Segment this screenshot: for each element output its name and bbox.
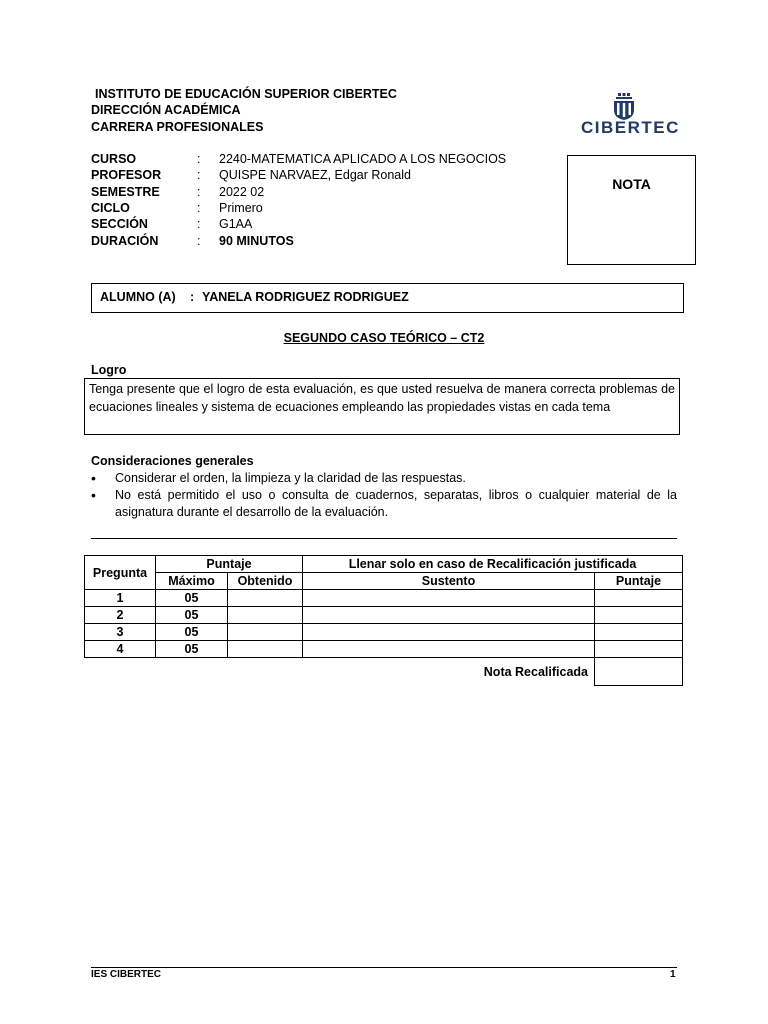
grading-table — [84, 555, 683, 686]
cell-obtenido[interactable] — [228, 624, 303, 641]
student-box — [91, 283, 684, 313]
logro-box — [84, 378, 680, 435]
institute-name: INSTITUTO DE EDUCACIÓN SUPERIOR CIBERTEC — [95, 87, 397, 101]
cell-pregunta: 4 — [85, 641, 156, 658]
info-sep: : — [197, 217, 201, 231]
cell-puntaje[interactable] — [595, 641, 683, 658]
info-sep: : — [197, 152, 201, 166]
nota-recalificada-cell[interactable] — [595, 658, 683, 686]
col-recalif-header: Llenar solo en caso de Recalificación justificada — [303, 556, 683, 573]
academic-direction: DIRECCIÓN ACADÉMICA — [91, 103, 241, 117]
cell-sustento[interactable] — [303, 590, 595, 607]
col-puntaje-header: Puntaje — [156, 556, 303, 573]
info-value: G1AA — [219, 217, 253, 231]
nota-label: NOTA — [612, 176, 651, 192]
cell-maximo: 05 — [156, 641, 228, 658]
exam-title: SEGUNDO CASO TEÓRICO – CT2 — [283, 331, 485, 345]
nota-recalificada-label: Nota Recalificada — [483, 664, 588, 679]
col-maximo-header: Máximo — [156, 573, 228, 590]
footer-institution: IES CIBERTEC — [91, 969, 162, 980]
career-line: CARRERA PROFESIONALES — [91, 120, 264, 134]
footer-divider — [91, 967, 677, 968]
page-number: 1 — [670, 969, 676, 980]
info-sep: : — [197, 168, 201, 182]
student-sep: : — [190, 290, 195, 304]
cell-maximo: 05 — [156, 624, 228, 641]
info-value: 2240-MATEMATICA APLICADO A LOS NEGOCIOS — [219, 152, 507, 166]
table-row — [85, 624, 683, 641]
col-obtenido-header: Obtenido — [228, 573, 303, 590]
info-key: DURACIÓN — [91, 234, 159, 248]
student-name: YANELA RODRIGUEZ RODRIGUEZ — [202, 290, 409, 304]
cell-pregunta: 3 — [85, 624, 156, 641]
info-key: CURSO — [91, 152, 137, 166]
nota-box[interactable] — [567, 155, 696, 265]
col-sustento-header: Sustento — [303, 573, 595, 590]
info-key: SEMESTRE — [91, 185, 160, 199]
info-key: PROFESOR — [91, 168, 162, 182]
col-pregunta-header: Pregunta — [85, 556, 156, 590]
cell-puntaje[interactable] — [595, 624, 683, 641]
info-value: 2022 02 — [219, 185, 265, 199]
cell-sustento[interactable] — [303, 607, 595, 624]
col-puntaje2-header: Puntaje — [595, 573, 683, 590]
info-sep: : — [197, 201, 201, 215]
list-item: • No está permitido el uso o consulta de cuadernos, separatas, libros o cualquier material de la asignatura durante el desarrollo de la evaluación. — [91, 487, 677, 521]
table-row — [85, 590, 683, 607]
considerations-label: Consideraciones generales — [91, 454, 254, 468]
cell-sustento[interactable] — [303, 624, 595, 641]
cell-maximo: 05 — [156, 607, 228, 624]
cell-obtenido[interactable] — [228, 641, 303, 658]
cell-sustento[interactable] — [303, 641, 595, 658]
table-row — [85, 641, 683, 658]
cell-puntaje[interactable] — [595, 607, 683, 624]
logro-text: Tenga presente que el logro de esta evaluación, es que usted resuelva de manera correcta problemas de ecuaciones lineales y sistema de ecuaciones empleando las propiedades vistas en cada tema — [89, 382, 675, 414]
info-value: 90 MINUTOS — [219, 234, 294, 248]
cell-pregunta: 2 — [85, 607, 156, 624]
table-row — [85, 607, 683, 624]
info-sep: : — [197, 234, 201, 248]
info-sep: : — [197, 185, 201, 199]
logro-label: Logro — [91, 363, 127, 377]
cell-puntaje[interactable] — [595, 590, 683, 607]
student-label: ALUMNO (A) — [100, 290, 176, 304]
cell-obtenido[interactable] — [228, 607, 303, 624]
info-key: SECCIÓN — [91, 217, 148, 231]
list-item: • Considerar el orden, la limpieza y la claridad de las respuestas. — [91, 470, 677, 487]
divider — [91, 538, 677, 539]
cell-pregunta: 1 — [85, 590, 156, 607]
considerations-list — [91, 470, 677, 521]
info-key: CICLO — [91, 201, 130, 215]
cibertec-logo: CIBERTEC — [581, 118, 680, 137]
info-value: Primero — [219, 201, 263, 215]
cell-obtenido[interactable] — [228, 590, 303, 607]
crest-icon — [611, 93, 637, 120]
cell-maximo: 05 — [156, 590, 228, 607]
info-value: QUISPE NARVAEZ, Edgar Ronald — [219, 168, 411, 182]
